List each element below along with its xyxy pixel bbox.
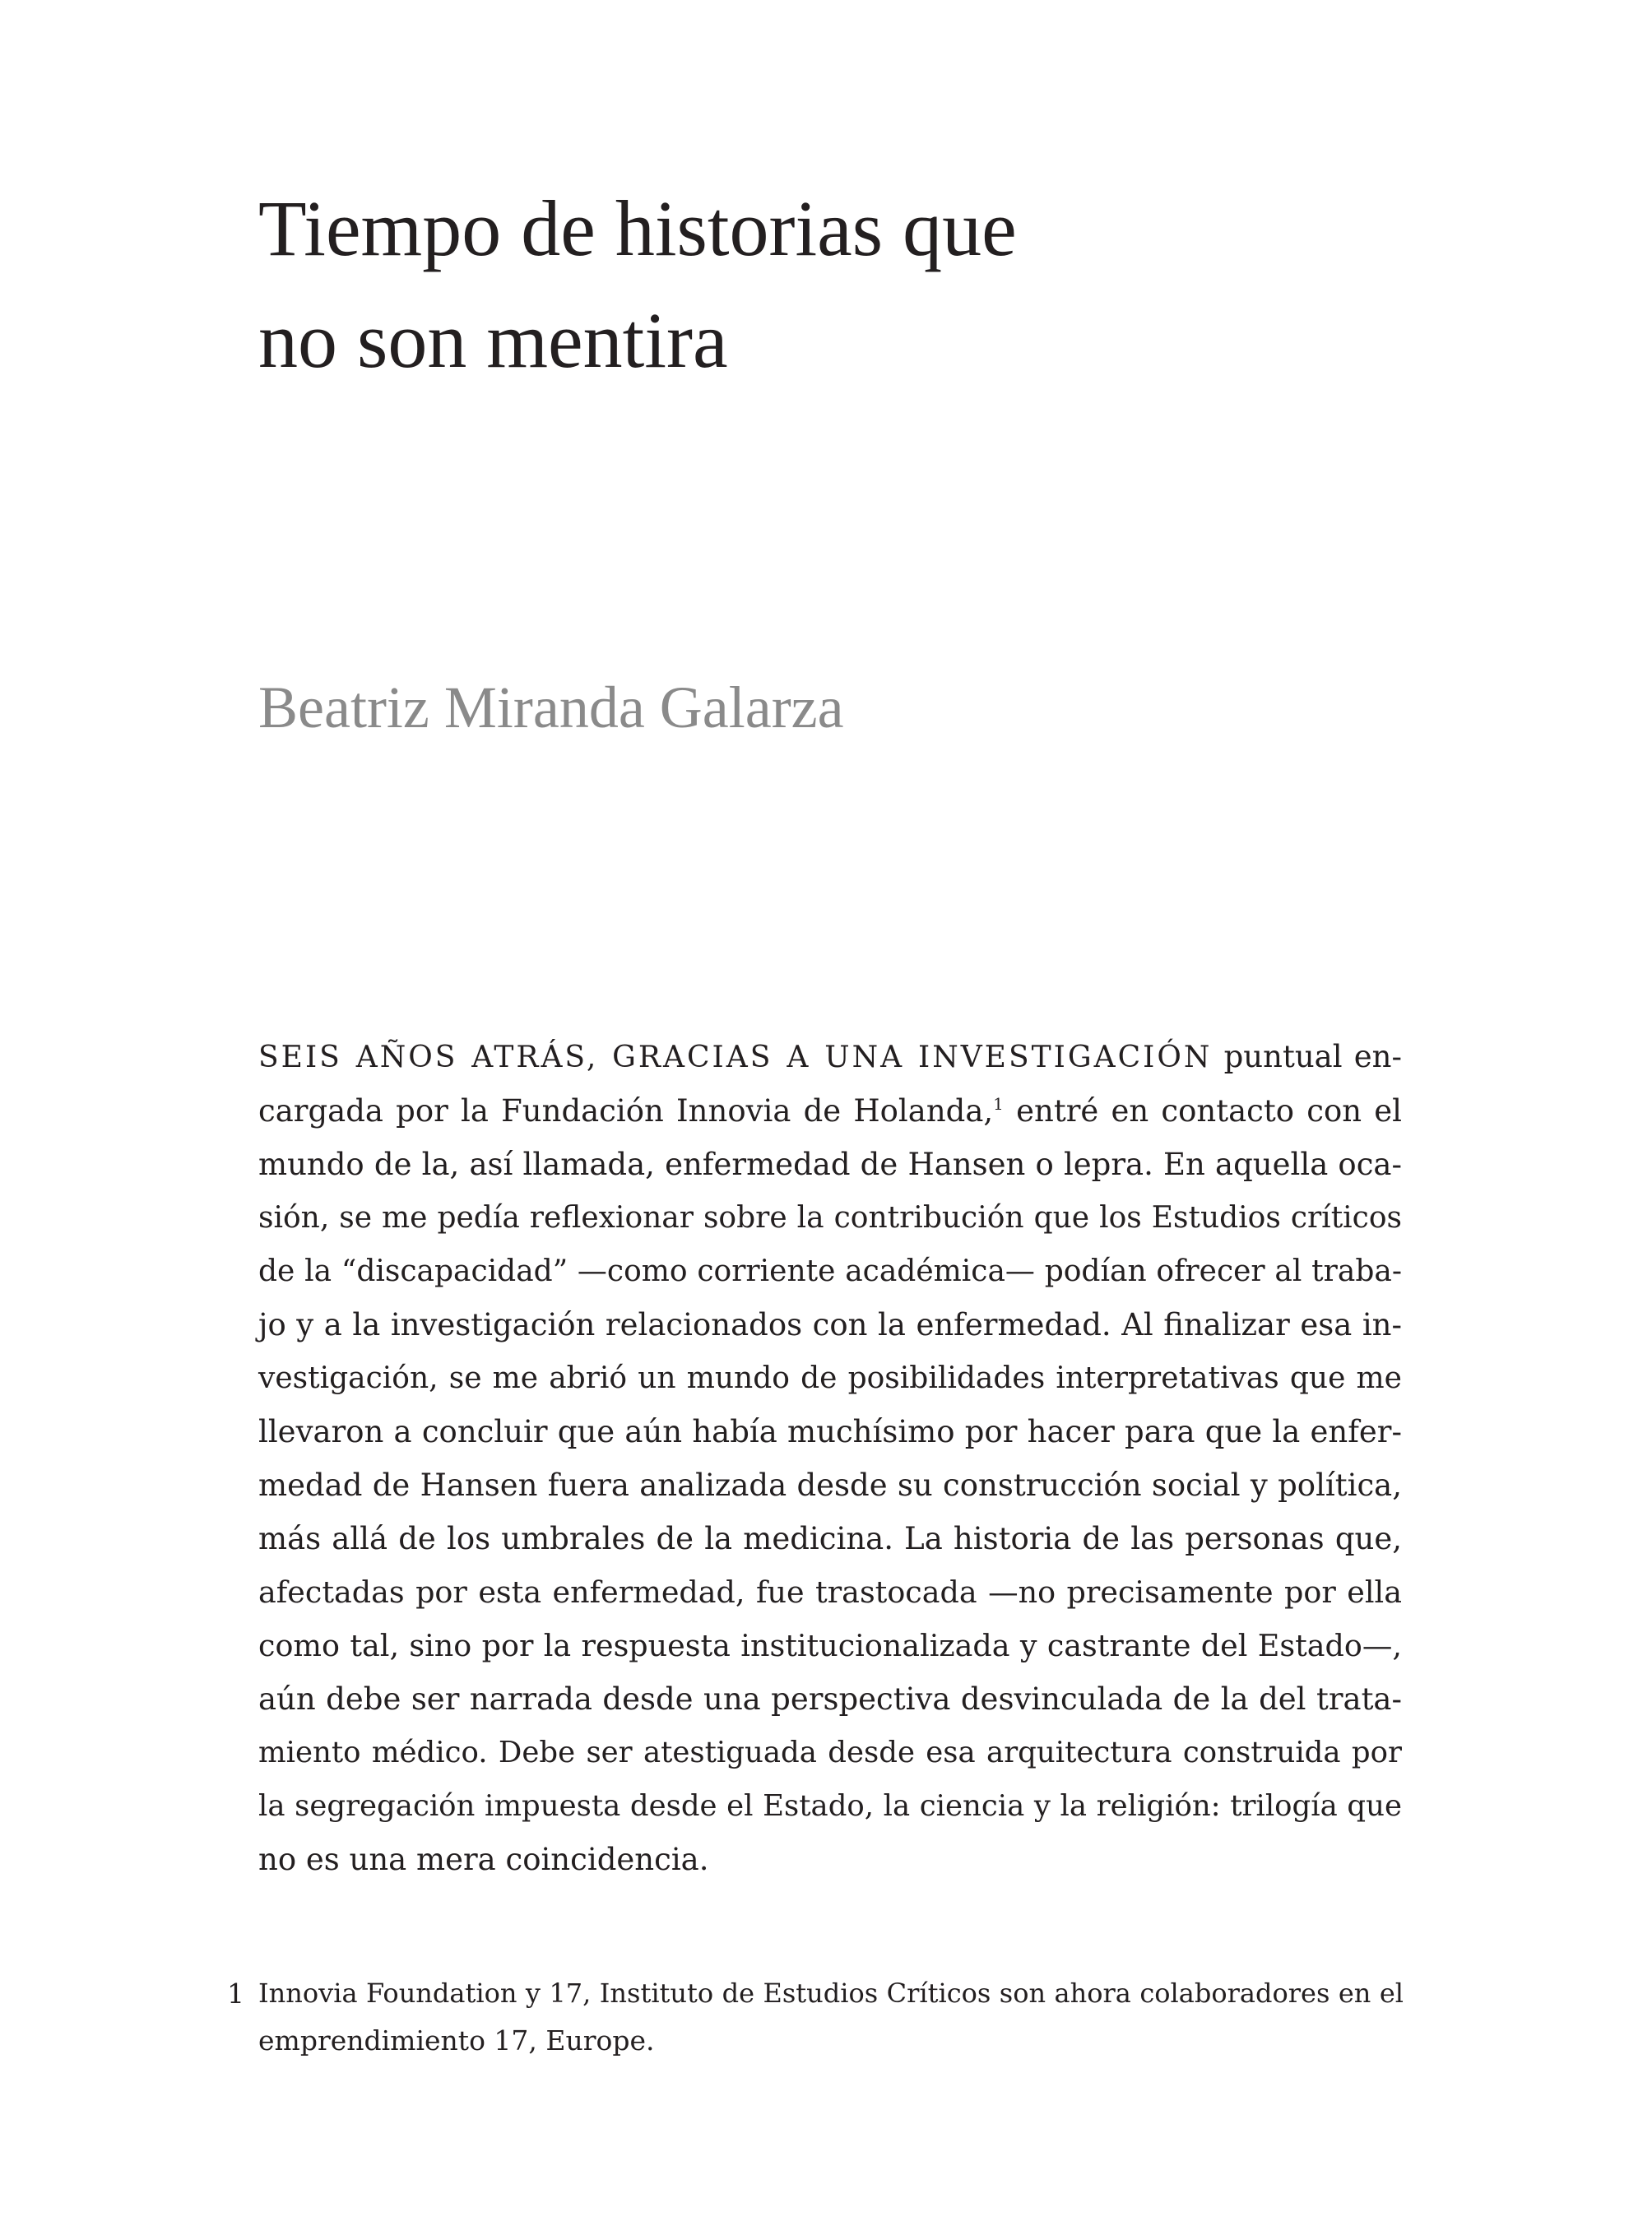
- title-line-1: Tiempo de historias que: [258, 184, 1017, 272]
- body-line-2-start: cargada por la Fundación Innovia de Holanda,: [258, 1093, 994, 1129]
- body-line-10: más allá de los umbrales de la medicina. La historia de las personas que,: [258, 1521, 1402, 1556]
- footnote-line-2: emprendimiento 17, Europe.: [258, 2024, 655, 2056]
- body-line-15: la segregación impuesta desde el Estado, la ciencia y la religión: trilogía que: [258, 1789, 1402, 1823]
- body-line-11: afectadas por esta enfermedad, fue trastocada —no precisamente por ella: [258, 1574, 1402, 1610]
- author-name: Beatriz Miranda Galarza: [258, 675, 844, 740]
- body-line-9: medad de Hansen fuera analizada desde su construcción social y política,: [258, 1468, 1402, 1503]
- footnote-reference[interactable]: 1: [993, 1094, 1004, 1114]
- body-line-12: como tal, sino por la respuesta institucionalizada y castrante del Estado—,: [258, 1628, 1402, 1663]
- body-line-8: llevaron a concluir que aún había muchísimo por hacer para que la enfer-: [258, 1414, 1402, 1449]
- body-line-3: mundo de la, así llamada, enfermedad de Hansen o lepra. En aquella oca-: [258, 1147, 1402, 1182]
- body-line-1-rest: puntual en-: [1212, 1039, 1402, 1074]
- body-line-2-end: entré en contacto con el: [1003, 1093, 1403, 1129]
- body-line-13: aún debe ser narrada desde una perspectiva desvinculada de la del trata-: [258, 1681, 1402, 1717]
- body-line-16: no es una mera coincidencia.: [258, 1842, 709, 1877]
- title-line-2: no son mentira: [258, 296, 728, 384]
- footnote-number: 1: [227, 1978, 244, 2010]
- footnote-line-1: Innovia Foundation y 17, Instituto de Estudios Críticos son ahora colaboradores en el: [258, 1978, 1404, 2009]
- footnote-text: [258, 1970, 1404, 2064]
- body-line-7: vestigación, se me abrió un mundo de posibilidades interpretativas que me: [258, 1361, 1402, 1395]
- footnote: [227, 1970, 1404, 2064]
- body-line-14: miento médico. Debe ser atestiguada desde esa arquitectura construida por: [258, 1736, 1402, 1769]
- body-line-6: jo y a la investigación relacionados con la enfermedad. Al finalizar esa in-: [258, 1307, 1402, 1342]
- body-paragraph: [258, 1030, 1402, 1886]
- body-line-1: [258, 1030, 1402, 1084]
- body-line-4: sión, se me pedía reflexionar sobre la contribución que los Estudios críticos: [258, 1201, 1402, 1235]
- body-line-5: de la “discapacidad” —como corriente académica— podían ofrecer al traba-: [258, 1254, 1402, 1288]
- lead-in-smallcaps: SEIS AÑOS ATRÁS, GRACIAS A UNA INVESTIGACIÓN: [258, 1041, 1213, 1074]
- body-line-2: [258, 1084, 1402, 1138]
- page-title: [258, 173, 1410, 396]
